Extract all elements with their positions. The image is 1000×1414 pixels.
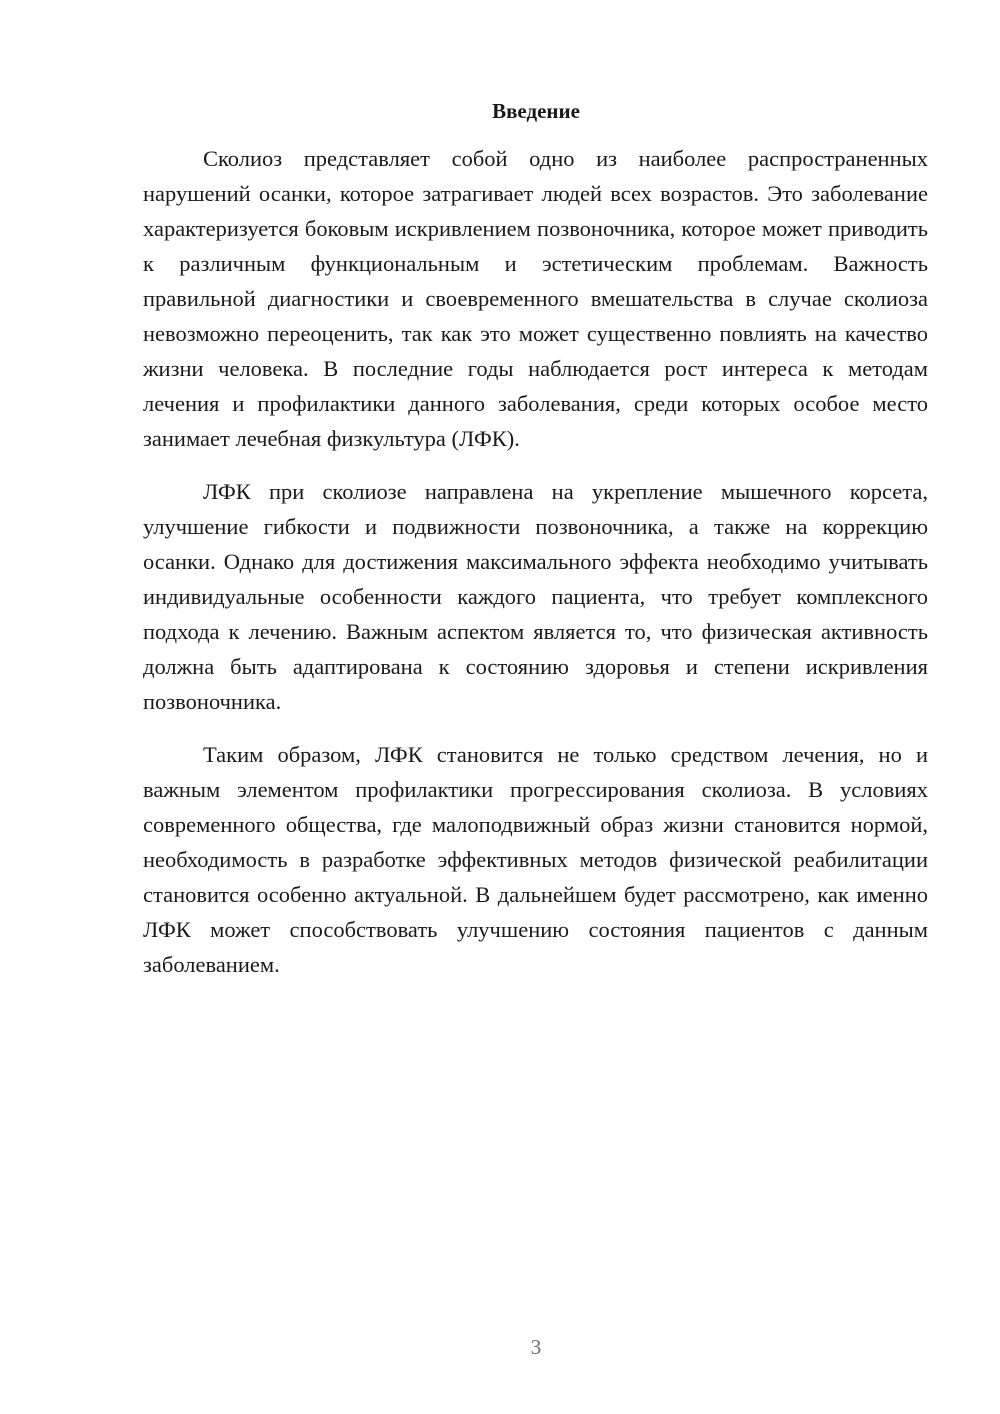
paragraph-3: Таким образом, ЛФК становится не только средством лечения, но и важным элементом профилактики прогрессирования сколиоза. В условиях современного общества, где малоподвижный образ жизни становится нормой, необходимость в разработке эффективных методов физической реабилитации становится особенно актуальной. В дальнейшем будет рассмотрено, как именно ЛФК может способствовать улучшению состояния пациентов с данным заболеванием. [143,742,928,977]
paragraph-1: Сколиоз представляет собой одно из наиболее распространенных нарушений осанки, которое затрагивает людей всех возрастов. Это заболевание характеризуется боковым искривлением позвоночника, которое может приводить к различным функциональным и эстетическим проблемам. Важность правильной диагностики и своевременного вмешательства в случае сколиоза невозможно переоценить, так как это может существенно повлиять на качество жизни человека. В последние годы наблюдается рост интереса к методам лечения и профилактики данного заболевания, среди которых особое место занимает лечебная физкультура (ЛФК). [143,146,928,451]
page-number: 3 [530,1335,542,1359]
section-heading: Введение [492,99,580,123]
body-text [143,141,928,1000]
paragraph-2: ЛФК при сколиозе направлена на укрепление мышечного корсета, улучшение гибкости и подвижности позвоночника, а также на коррекцию осанки. Однако для достижения максимального эффекта необходимо учитывать индивидуальные особенности каждого пациента, что требует комплексного подхода к лечению. Важным аспектом является то, что физическая активность должна быть адаптирована к состоянию здоровья и степени искривления позвоночника. [143,479,928,714]
